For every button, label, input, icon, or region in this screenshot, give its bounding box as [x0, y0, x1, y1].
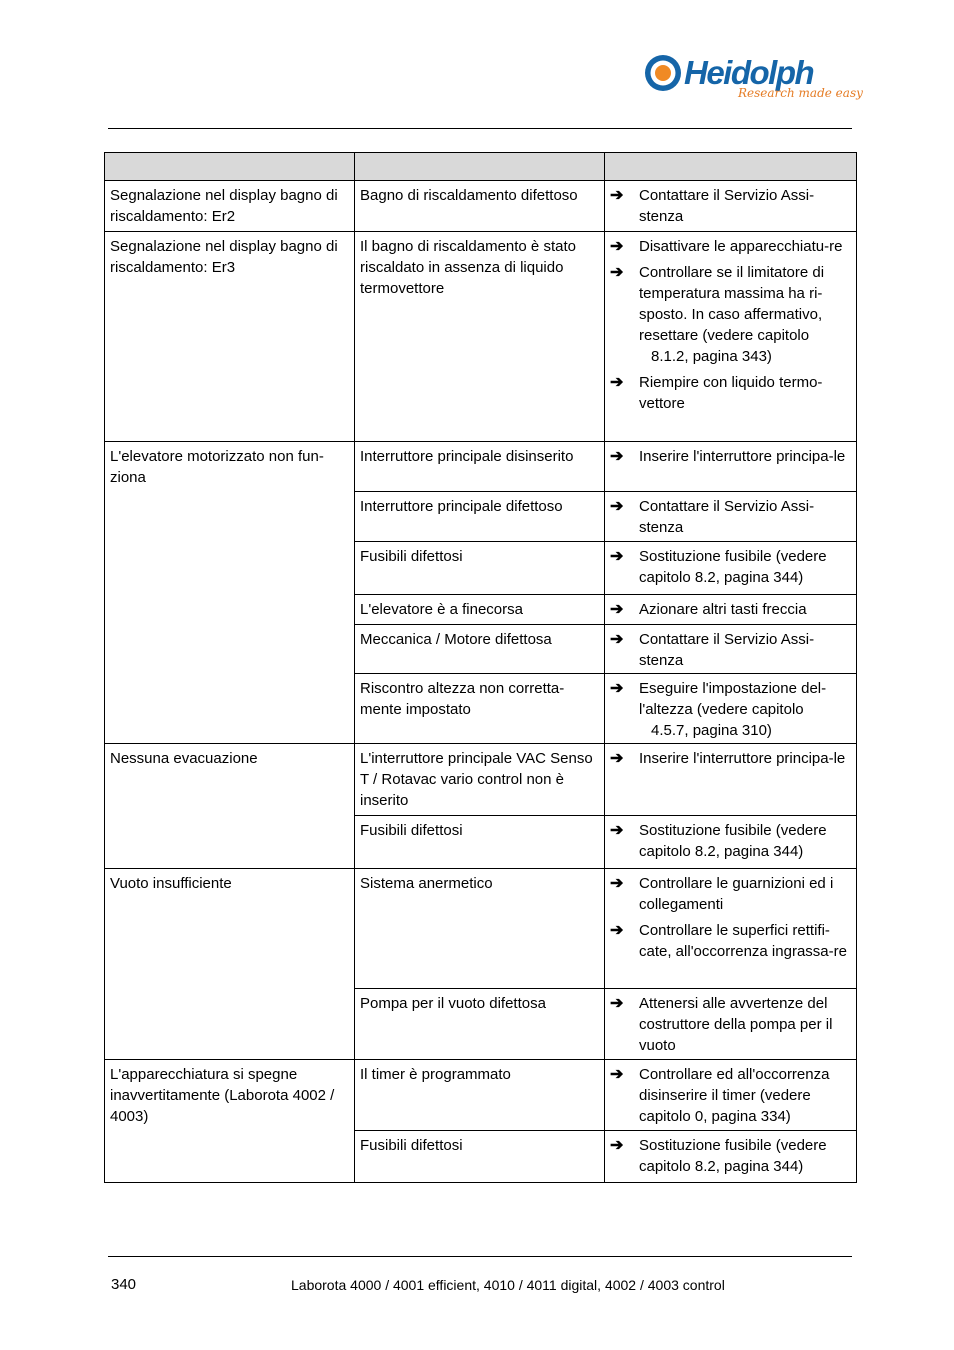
remedy-cell [605, 595, 857, 625]
remedy-text: Controllare le guarnizioni ed i collegamenti [639, 875, 834, 913]
cause-cell: Pompa per il vuoto difettosa [355, 989, 605, 1060]
document-title: Laborota 4000 / 4001 efficient, 4010 / 4011 digital, 4002 / 4003 control [291, 1277, 725, 1293]
remedy-cell [605, 492, 857, 542]
cause-cell: Bagno di riscaldamento difettoso [355, 181, 605, 232]
remedy-item [610, 1064, 850, 1127]
arrow-right-icon: ➔ [610, 750, 624, 767]
footer-rule [108, 1256, 852, 1257]
remedy-item [610, 629, 850, 671]
table-row [105, 744, 857, 816]
remedy-text: Inserire l'interruttore principa-le [639, 750, 846, 767]
remedy-item [610, 748, 850, 769]
arrow-right-icon: ➔ [610, 822, 624, 839]
remedy-text: Sostituzione fusibile (vedere capitolo 8.2, pagina 344) [639, 548, 827, 586]
cause-cell: Meccanica / Motore difettosa [355, 625, 605, 674]
logo-text: Heidolph [684, 54, 814, 91]
arrow-right-icon: ➔ [610, 1066, 624, 1083]
remedy-text: Sostituzione fusibile (vedere capitolo 8.2, pagina 344) [639, 1137, 827, 1175]
remedy-item [610, 920, 850, 962]
cause-cell: L'interruttore principale VAC Senso T / Rotavac vario control non è inserito [355, 744, 605, 816]
remedy-text: Controllare ed all'occorrenza disinserire il timer (vedere capitolo 0, pagina 334) [639, 1066, 830, 1125]
remedy-text: Eseguire l'impostazione del-l'altezza (vedere capitolo [639, 680, 827, 718]
remedy-cell [605, 542, 857, 595]
arrow-right-icon: ➔ [610, 264, 624, 281]
remedy-text: Sostituzione fusibile (vedere capitolo 8.2, pagina 344) [639, 822, 827, 860]
header-cell-remedy [605, 153, 857, 181]
heidolph-logo [644, 52, 863, 114]
remedy-text: Contattare il Servizio Assi-stenza [639, 498, 815, 536]
header-cell-cause [355, 153, 605, 181]
troubleshooting-table [104, 152, 857, 1183]
arrow-right-icon: ➔ [610, 631, 624, 648]
fault-cell: Vuoto insufficiente [105, 869, 355, 1060]
fault-cell: Segnalazione nel display bagno di riscaldamento: Er3 [105, 232, 355, 442]
table-row [105, 1060, 857, 1131]
page-number: 340 [111, 1276, 137, 1293]
remedy-cell [605, 442, 857, 492]
arrow-right-icon: ➔ [610, 548, 624, 565]
remedy-item [610, 546, 850, 588]
remedy-text: Controllare le superfici rettifi-cate, all'occorrenza ingrassa-re [639, 922, 847, 960]
cause-cell: Il bagno di riscaldamento è stato riscaldato in assenza di liquido termovettore [355, 232, 605, 442]
cause-cell: Riscontro altezza non corretta-mente impostato [355, 674, 605, 744]
arrow-right-icon: ➔ [610, 238, 624, 255]
arrow-right-icon: ➔ [610, 498, 624, 515]
remedy-cell [605, 816, 857, 869]
remedy-text: Controllare se il limitatore di temperatura massima ha ri-sposto. In caso affermativo, resettare (vedere capitolo [639, 264, 825, 344]
remedy-text: Riempire con liquido termo-vettore [639, 374, 823, 412]
cause-cell: Fusibili difettosi [355, 542, 605, 595]
logo-mark-icon [644, 52, 684, 96]
arrow-right-icon: ➔ [610, 374, 624, 391]
cause-cell: L'elevatore è a finecorsa [355, 595, 605, 625]
arrow-right-icon: ➔ [610, 187, 624, 204]
cause-cell: Interruttore principale disinserito [355, 442, 605, 492]
table-row [105, 869, 857, 989]
remedy-cell [605, 1131, 857, 1183]
remedy-item [610, 1135, 850, 1177]
remedy-item [610, 372, 850, 414]
cause-cell: Interruttore principale difettoso [355, 492, 605, 542]
remedy-item [610, 496, 850, 538]
arrow-right-icon: ➔ [610, 601, 624, 618]
remedy-cell [605, 674, 857, 744]
remedy-cell [605, 1060, 857, 1131]
remedy-item [610, 873, 850, 915]
remedy-item [610, 599, 850, 620]
remedy-item [610, 820, 850, 862]
arrow-right-icon: ➔ [610, 680, 624, 697]
remedy-text: Attenersi alle avvertenze del costruttore della pompa per il vuoto [639, 995, 833, 1054]
remedy-item [610, 678, 850, 741]
remedy-text: Inserire l'interruttore principa-le [639, 448, 846, 465]
arrow-right-icon: ➔ [610, 1137, 624, 1154]
table-header-row [105, 153, 857, 181]
cause-cell: Il timer è programmato [355, 1060, 605, 1131]
remedy-item [610, 236, 850, 257]
table-row [105, 181, 857, 232]
fault-cell: L'apparecchiatura si spegne inavvertitamente (Laborota 4002 / 4003) [105, 1060, 355, 1183]
remedy-cell [605, 232, 857, 442]
arrow-right-icon: ➔ [610, 448, 624, 465]
remedy-text: Azionare altri tasti freccia [639, 601, 807, 618]
remedy-cell [605, 869, 857, 989]
arrow-right-icon: ➔ [610, 995, 624, 1012]
remedy-cell [605, 744, 857, 816]
fault-cell: L'elevatore motorizzato non fun-ziona [105, 442, 355, 744]
header-rule [108, 128, 852, 129]
table-row [105, 442, 857, 492]
fault-cell: Nessuna evacuazione [105, 744, 355, 869]
fault-cell: Segnalazione nel display bagno di riscaldamento: Er2 [105, 181, 355, 232]
remedy-text: Contattare il Servizio Assi-stenza [639, 187, 815, 225]
remedy-cell [605, 989, 857, 1060]
arrow-right-icon: ➔ [610, 922, 624, 939]
logo-tagline: Research made easy [738, 86, 863, 100]
arrow-right-icon: ➔ [610, 875, 624, 892]
remedy-item [610, 262, 850, 367]
remedy-reference: 4.5.7, pagina 310) [651, 722, 772, 739]
remedy-item [610, 993, 850, 1056]
cause-cell: Fusibili difettosi [355, 1131, 605, 1183]
remedy-cell [605, 625, 857, 674]
cause-cell: Sistema anermetico [355, 869, 605, 989]
header-cell-fault [105, 153, 355, 181]
table-row [105, 232, 857, 442]
remedy-item [610, 446, 850, 467]
remedy-text: Disattivare le apparecchiatu-re [639, 238, 843, 255]
remedy-item [610, 185, 850, 227]
remedy-cell [605, 181, 857, 232]
remedy-text: Contattare il Servizio Assi-stenza [639, 631, 815, 669]
cause-cell: Fusibili difettosi [355, 816, 605, 869]
remedy-reference: 8.1.2, pagina 343) [651, 348, 772, 365]
